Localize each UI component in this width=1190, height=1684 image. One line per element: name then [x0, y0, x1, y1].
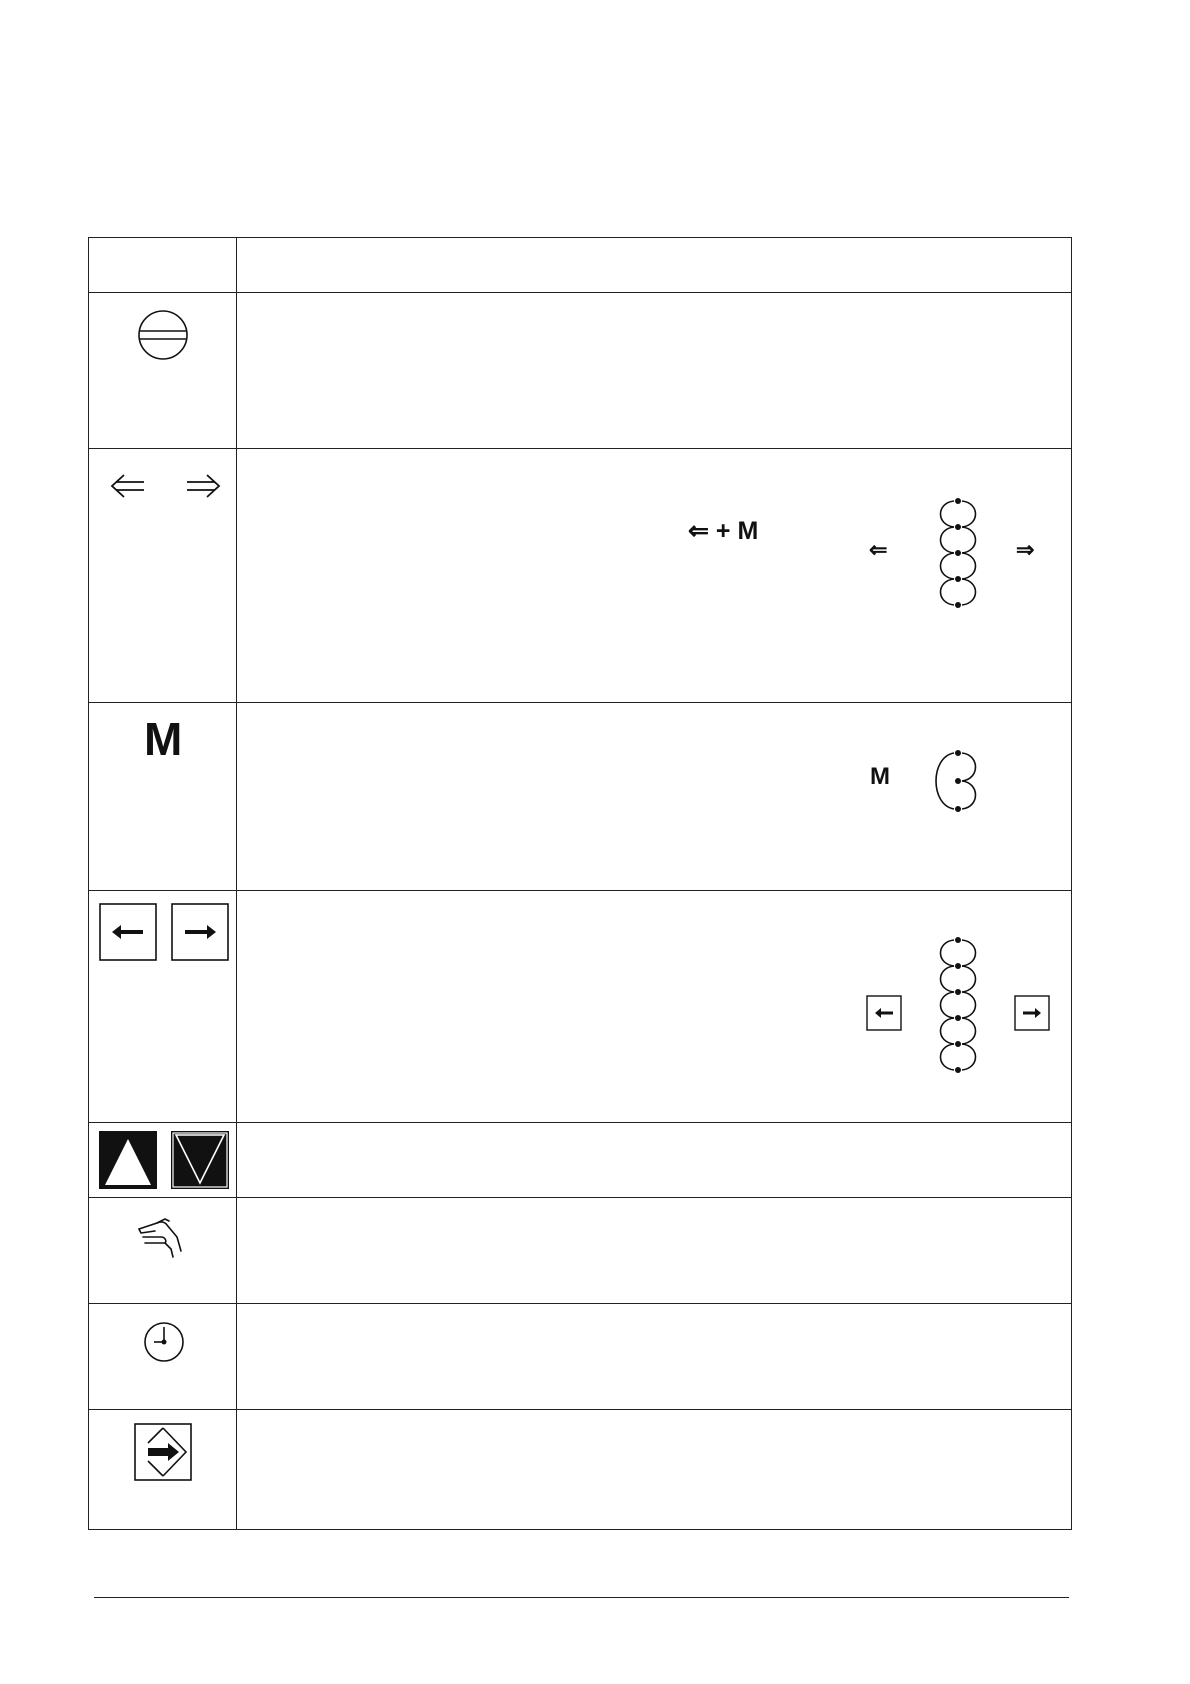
circle-bar-icon: [137, 309, 189, 361]
small-left-arrow-key-icon: [866, 995, 902, 1031]
double-arrow-left-icon: [110, 473, 148, 499]
diagram-left-arrow: ⇐: [869, 537, 888, 562]
diagram-right-arrow: ⇒: [1016, 537, 1035, 562]
clock-icon: [143, 1321, 185, 1363]
right-arrow-key-icon: [171, 903, 229, 961]
up-triangle-key-icon: [99, 1131, 157, 1189]
cycle-diagram-six-icon: [918, 931, 998, 1081]
left-arrow-plus-m-label: ⇐ + M: [688, 517, 759, 545]
left-arrow-key-icon: [99, 903, 157, 961]
down-triangle-key-icon: [171, 1131, 229, 1189]
small-right-arrow-key-icon: [1014, 995, 1050, 1031]
column-divider: [236, 237, 237, 1530]
enter-key-icon: [134, 1423, 192, 1481]
table-border-left: [88, 237, 89, 1530]
footer-rule: [94, 1597, 1069, 1598]
hand-icon: [137, 1215, 193, 1261]
memory-key-label: M: [144, 713, 183, 765]
cycle-diagram-three-icon: [918, 745, 998, 820]
memory-diagram-label: M: [870, 763, 890, 790]
symbol-table: [88, 237, 1072, 1530]
double-arrow-right-icon: [183, 473, 221, 499]
table-border-right: [1071, 237, 1072, 1530]
cycle-diagram-five-icon: [918, 491, 998, 616]
